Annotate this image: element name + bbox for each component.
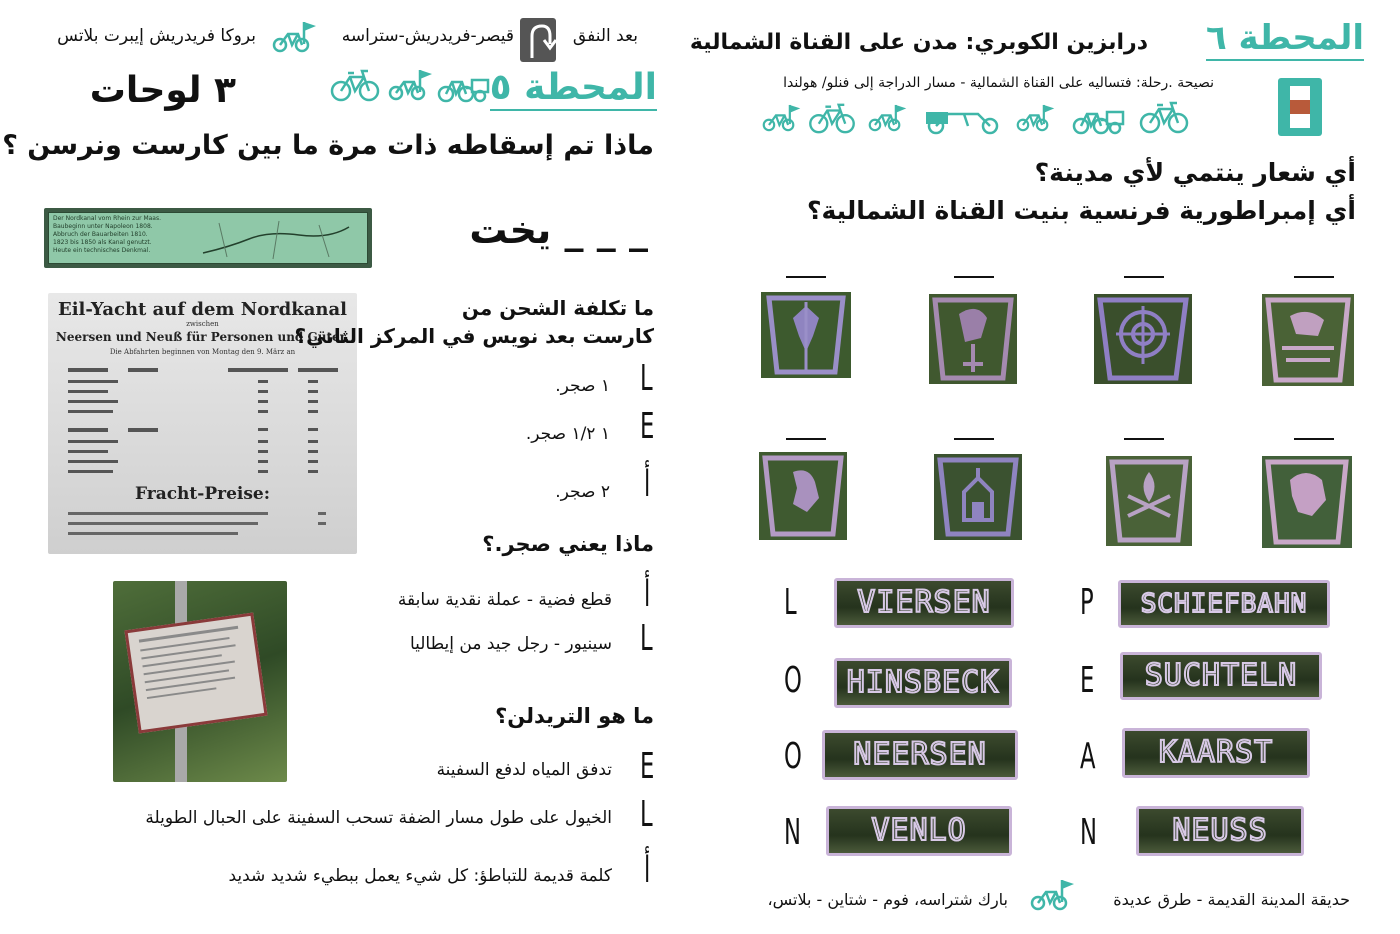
answer-blank: _ _ _ يخت bbox=[469, 208, 648, 252]
bike-flag-icon bbox=[762, 102, 802, 138]
route-before: بعد النفق bbox=[572, 26, 638, 46]
option-letter: L bbox=[640, 358, 653, 399]
sign-letter: N bbox=[784, 812, 801, 853]
info-board-photo bbox=[113, 581, 287, 782]
city-sign: SUCHTELN bbox=[1120, 652, 1322, 700]
crest-photo-lily bbox=[1106, 456, 1192, 546]
bike-flag-icon bbox=[388, 68, 434, 106]
station-5-title: المحطة ٥ bbox=[490, 66, 657, 111]
sign-letter: E bbox=[1080, 660, 1095, 701]
bike-icon bbox=[1138, 100, 1190, 140]
green-sign-photo bbox=[44, 208, 372, 268]
crest-photo-griffin bbox=[1262, 294, 1354, 386]
option-letter: أ bbox=[644, 850, 651, 891]
question-empire: أي إمبراطورية فرنسية بنيت القناة الشمالية؟ bbox=[806, 196, 1356, 225]
crest-photo-church bbox=[934, 454, 1022, 540]
green-sign-line: Abbruch der Bauarbeiten 1810. bbox=[53, 231, 148, 238]
answer-blank bbox=[1294, 276, 1334, 278]
question-main: ماذا تم إسقاطه ذات مرة ما بين كارست ونرسن ؟ bbox=[2, 130, 654, 161]
answer-blank bbox=[1124, 438, 1164, 440]
station-6-title: المحطة ٦ bbox=[1206, 18, 1364, 61]
sign-letter: P bbox=[1080, 582, 1094, 623]
city-sign: SCHIEFBAHN bbox=[1118, 580, 1330, 628]
question-crest: أي شعار ينتمي لأي مدينة؟ bbox=[1034, 158, 1356, 187]
city-sign: NEUSS bbox=[1136, 806, 1304, 856]
sign-letter: A bbox=[1080, 736, 1096, 777]
green-sign-text bbox=[53, 215, 193, 255]
crest-photo-dragon bbox=[1262, 456, 1352, 548]
bike-icon bbox=[808, 102, 856, 140]
crest-photo-target bbox=[1094, 294, 1192, 384]
turn-arrow-icon bbox=[520, 18, 556, 62]
bike-flag-icon bbox=[272, 20, 318, 54]
city-sign: HINSBECK bbox=[834, 658, 1012, 708]
sign-letter: O bbox=[784, 736, 802, 777]
sign-letter: O bbox=[784, 660, 802, 701]
route-after: بروكا فريدريش إيبرت بلاتس bbox=[57, 26, 256, 46]
cargo-bike-icon bbox=[924, 104, 1004, 140]
footer-part2: بارك شتراسه، فوم - شتاين - بلاتس، bbox=[767, 890, 1008, 909]
city-sign: KAARST bbox=[1122, 728, 1310, 778]
answer-blank bbox=[786, 438, 826, 440]
city-sign: VENLO bbox=[826, 806, 1012, 856]
green-sign-line: Baubeginn unter Napoleon 1808. bbox=[53, 223, 153, 230]
q-shipping-line1: ما تكلفة الشحن من bbox=[461, 296, 654, 320]
option-text: كلمة قديمة للتباطؤ: كل شيء يعمل ببطيء شديد شديد bbox=[228, 866, 612, 886]
green-sign-line: Der Nordkanal vom Rhein zur Maas. bbox=[53, 215, 162, 222]
crest-photo-lion bbox=[759, 452, 847, 540]
timetable-subtitle: zwischen bbox=[186, 320, 219, 328]
sign-letter: L bbox=[784, 582, 797, 623]
answer-blank bbox=[1124, 276, 1164, 278]
timetable-title: Eil-Yacht auf dem Nordkanal bbox=[58, 299, 347, 320]
option-text: ١ صجر. bbox=[555, 376, 610, 396]
city-sign: VIERSEN bbox=[834, 578, 1014, 628]
sign-letter: N bbox=[1080, 812, 1097, 853]
timetable-route: Neersen und Neuß für Personen und Güter. bbox=[55, 330, 350, 344]
option-text: ٢ صجر. bbox=[555, 482, 610, 502]
option-text: ١ ١/٢ صجر. bbox=[525, 424, 610, 444]
q-shipping-line2: كارست بعد نويس في المركز الثاني؟ bbox=[294, 324, 654, 348]
option-text: قطع فضية - عملة نقدية سابقة bbox=[397, 590, 612, 610]
footer-part1: حديقة المدينة القديمة - طرق عديدة bbox=[1113, 890, 1350, 909]
answer-blank bbox=[1294, 438, 1334, 440]
option-text: تدفق المياه لدفع السفينة bbox=[436, 760, 612, 780]
option-letter: E bbox=[640, 746, 655, 787]
option-letter: E bbox=[640, 406, 655, 447]
timetable-note: Die Abfahrten beginnen von Montag den 9. März an bbox=[109, 348, 296, 356]
green-sign-line: Heute ein technisches Denkmal. bbox=[53, 247, 151, 254]
station-6-heading: درابزين الكوبري: مدن على القناة الشمالية bbox=[689, 30, 1148, 55]
option-text: سينيور - رجل جيد من إيطاليا bbox=[409, 634, 612, 654]
city-sign: NEERSEN bbox=[822, 730, 1018, 780]
green-sign-line: 1823 bis 1850 als Kanal genutzt. bbox=[53, 239, 152, 246]
bike-flag-icon bbox=[1016, 102, 1056, 138]
q-treideln: ما هو التريدلن؟ bbox=[495, 704, 654, 728]
option-letter: أ bbox=[644, 464, 651, 505]
answer-blank bbox=[786, 276, 826, 278]
waymark-icon bbox=[1278, 78, 1322, 136]
q-meaning: ماذا يعني صجر.؟ bbox=[482, 532, 654, 556]
bike-trailer-icon bbox=[1070, 100, 1126, 140]
answer-blank bbox=[954, 276, 994, 278]
bike-trailer-icon bbox=[436, 68, 490, 108]
answer-blank bbox=[954, 438, 994, 440]
bike-flag-icon bbox=[868, 102, 908, 138]
crest-photo-eagle bbox=[761, 292, 851, 378]
boards-count: ٣ لوحات bbox=[89, 70, 236, 111]
tip-text: نصيحة .رحلة: فتساليه على القناة الشمالية - مسار الدراجة إلى فنلو/ هولندا bbox=[783, 75, 1214, 91]
bike-flag-icon bbox=[1030, 878, 1076, 916]
option-letter: أ bbox=[644, 574, 651, 615]
route-street: قيصر-فريدريش-ستراسه bbox=[341, 26, 514, 46]
bike-icon bbox=[330, 68, 380, 108]
timetable-freight: Fracht-Preise: bbox=[134, 484, 271, 504]
option-letter: L bbox=[640, 618, 653, 659]
option-letter: L bbox=[640, 794, 653, 835]
option-text: الخيول على طول مسار الضفة تسحب السفينة على الحبال الطويلة bbox=[145, 808, 612, 828]
crest-photo-rider bbox=[929, 294, 1017, 384]
